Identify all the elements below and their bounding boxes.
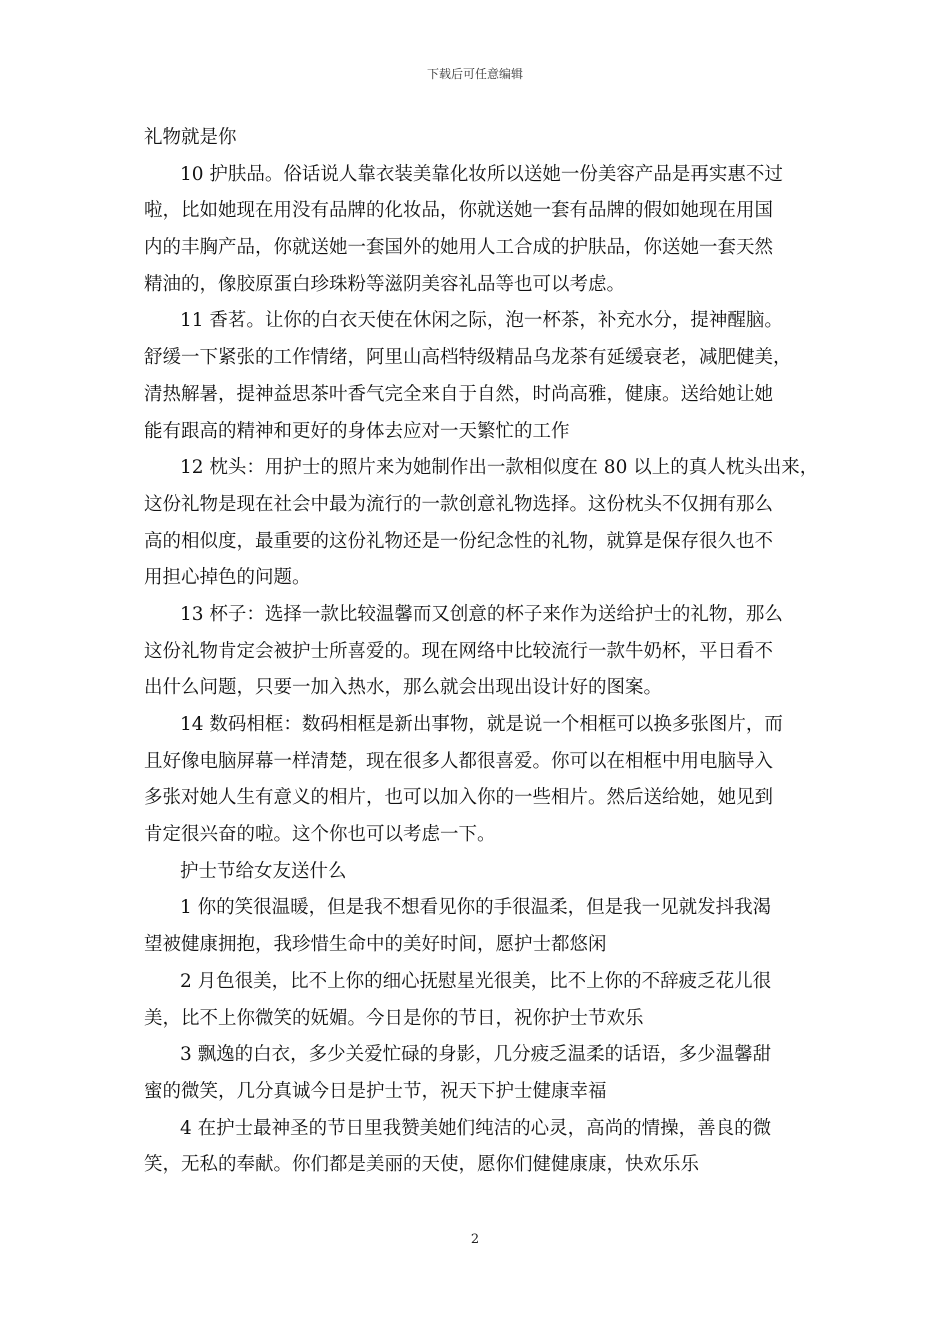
text-line: 能有跟高的精神和更好的身体去应对一天繁忙的工作 [144,420,570,442]
text-line: 4 在护士最神圣的节日里我赞美她们纯洁的心灵，高尚的情操，善良的微 [180,1117,772,1139]
text-line: 11 香茗。让你的白衣天使在休闲之际，泡一杯茶，补充水分，提神醒脑。 [180,310,783,332]
text-line: 礼物就是你 [144,127,237,148]
text-line: 笑，无私的奉献。你们都是美丽的天使，愿你们健健康康，快欢乐乐 [144,1154,700,1176]
text-line: 舒缓一下紧张的工作情绪，阿里山高档特级精品乌龙茶有延缓衰老，减肥健美， [144,347,792,369]
page-number: 2 [470,1232,480,1247]
text-line: 这份礼物是现在社会中最为流行的一款创意礼物选择。这份枕头不仅拥有那么 [144,493,774,515]
text-line: 且好像电脑屏幕一样清楚，现在很多人都很喜爱。你可以在相框中用电脑导入 [144,750,774,772]
text-line: 3 飘逸的白衣，多少关爱忙碌的身影，几分疲乏温柔的话语，多少温馨甜 [180,1044,772,1066]
text-line: 精油的，像胶原蛋白珍珠粉等滋阴美容礼品等也可以考虑。 [144,273,626,295]
text-line: 美，比不上你微笑的妩媚。今日是你的节日，祝你护士节欢乐 [144,1007,644,1029]
page-header: 下载后可任意编辑 [426,67,523,81]
text-line: 用担心掉色的问题。 [144,567,311,589]
text-line: 肯定很兴奋的啦。这个你也可以考虑一下。 [144,824,496,846]
text-line: 多张对她人生有意义的相片，也可以加入你的一些相片。然后送给她，她见到 [144,787,774,809]
text-line: 1 你的笑很温暖，但是我不想看见你的手很温柔，但是我一见就发抖我渴 [180,897,772,919]
text-line: 出什么问题，只要一加入热水，那么就会出现出设计好的图案。 [144,677,663,699]
text-line: 清热解暑，提神益思茶叶香气完全来自于自然，时尚高雅，健康。送给她让她 [144,383,774,405]
text-line: 12 枕头：用护士的照片来为她制作出一款相似度在 80 以上的真人枕头出来， [180,457,819,479]
text-line: 2 月色很美，比不上你的细心抚慰星光很美，比不上你的不辞疲乏花儿很 [180,970,772,992]
text-line: 蜜的微笑，几分真诚今日是护士节，祝天下护士健康幸福 [144,1080,607,1102]
text-line: 13 杯子：选择一款比较温馨而又创意的杯子来作为送给护士的礼物，那么 [180,603,783,625]
document-body [144,120,819,1184]
text-line: 啦，比如她现在用没有品牌的化妆品，你就送她一套有品牌的假如她现在用国 [144,200,774,222]
text-line: 10 护肤品。俗话说人靠衣装美靠化妆所以送她一份美容产品是再实惠不过 [180,163,783,185]
text-line: 高的相似度，最重要的这份礼物还是一份纪念性的礼物，就算是保存很久也不 [144,530,774,552]
text-line: 内的丰胸产品，你就送她一套国外的她用人工合成的护肤品，你送她一套天然 [144,237,774,259]
text-line: 14 数码相框：数码相框是新出事物，就是说一个相框可以换多张图片，而 [180,714,783,735]
text-line: 望被健康拥抱，我珍惜生命中的美好时间，愿护士都悠闲 [144,934,607,956]
text-line: 护士节给女友送什么 [180,860,347,882]
text-line: 这份礼物肯定会被护士所喜爱的。现在网络中比较流行一款牛奶杯，平日看不 [144,640,774,662]
